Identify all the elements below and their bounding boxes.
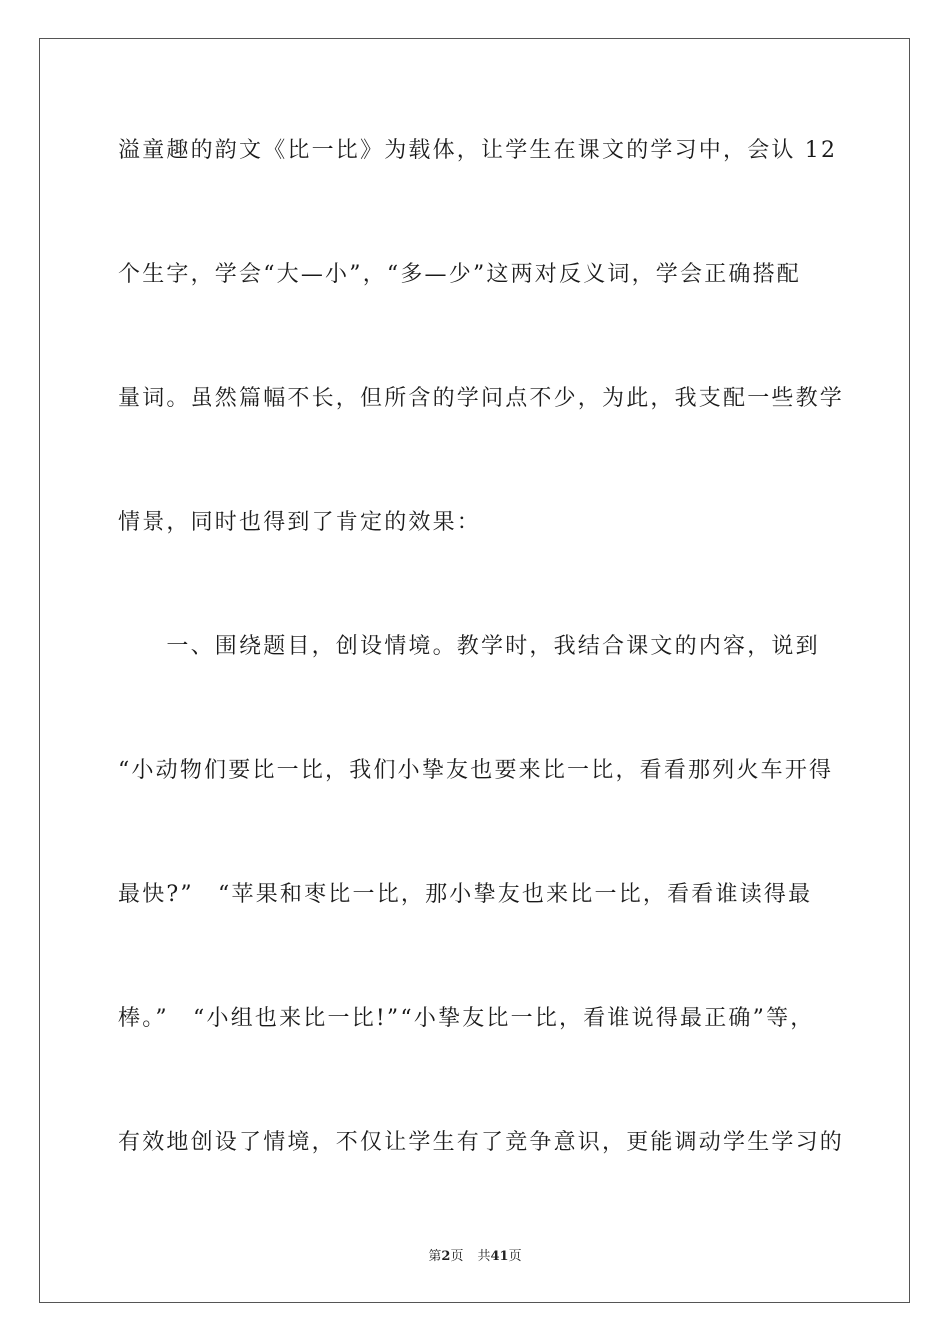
body-line-5: 一、围绕题目，创设情境。教学时，我结合课文的内容，说到	[118, 634, 820, 659]
body-line-6: “小动物们要比一比，我们小挚友也要来比一比，看看那列火车开得	[118, 758, 834, 783]
body-line-9: 有效地创设了情境，不仅让学生有了竞争意识，更能调动学生学习的	[118, 1130, 845, 1155]
total-prefix: 共	[477, 1249, 491, 1264]
total-suffix: 页	[508, 1249, 522, 1264]
body-line-1: 溢童趣的韵文《比一比》为载体，让学生在课文的学习中，会认 12	[118, 138, 838, 163]
total-pages: 41	[490, 1249, 509, 1264]
page-footer	[0, 1248, 950, 1266]
body-line-4: 情景，同时也得到了肯定的效果：	[118, 510, 482, 535]
page-suffix: 页	[450, 1249, 464, 1264]
body-line-3: 量词。虽然篇幅不长，但所含的学问点不少，为此，我支配一些教学	[118, 386, 845, 411]
page-border	[39, 38, 910, 1303]
body-line-8: 棒。” “小组也来比一比!”“小挚友比一比，看谁说得最正确”等，	[118, 1006, 815, 1031]
page-prefix: 第	[428, 1249, 442, 1264]
page-number: 2	[441, 1249, 451, 1264]
body-line-7: 最快?” “苹果和枣比一比，那小挚友也来比一比，看看谁读得最	[118, 882, 813, 907]
body-line-2: 个生字，学会“大—小”，“多—少”这两对反义词，学会正确搭配	[118, 262, 801, 287]
